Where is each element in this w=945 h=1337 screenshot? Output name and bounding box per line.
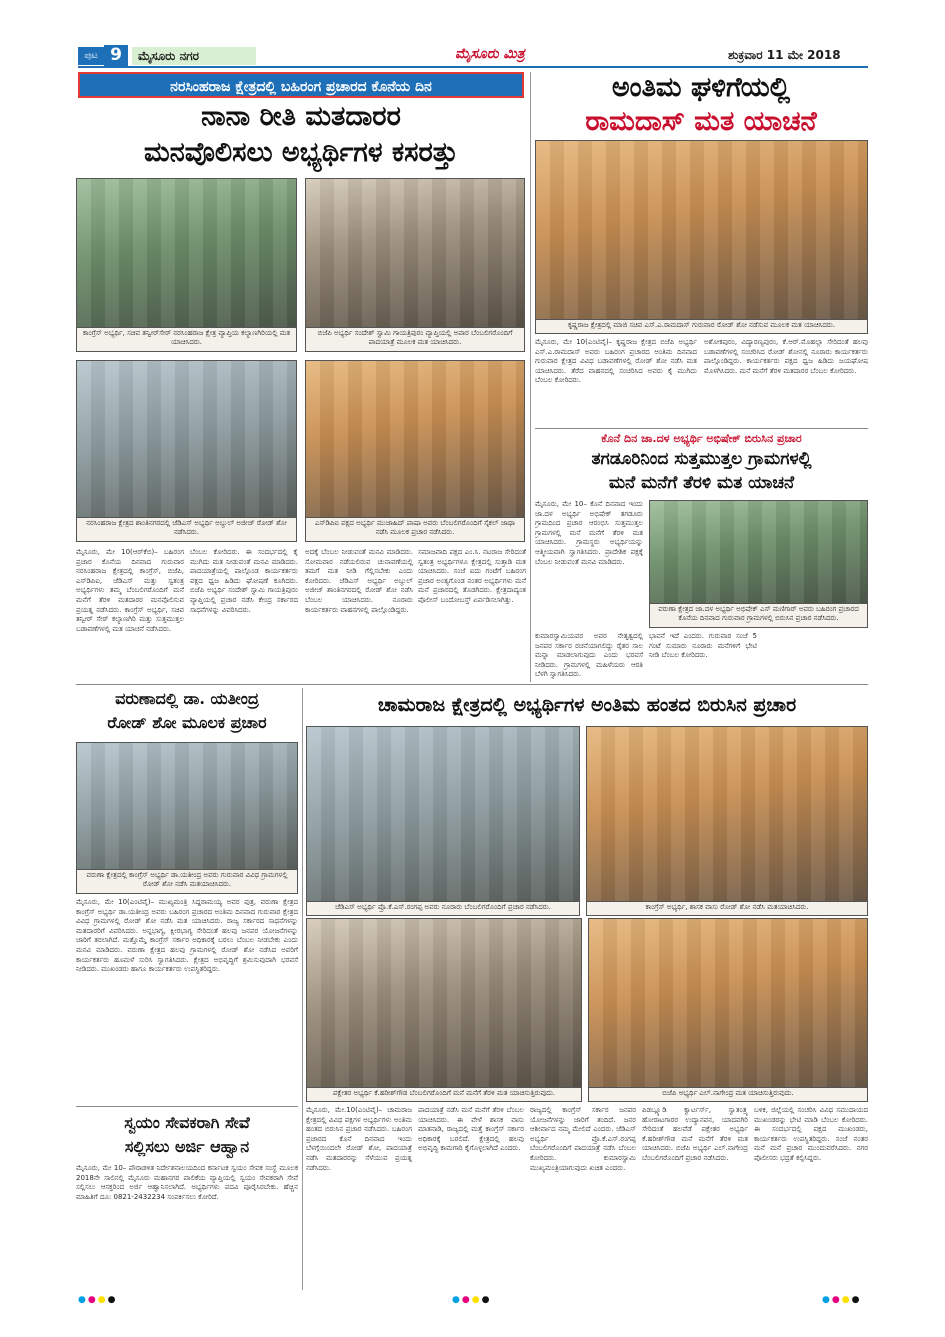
photo-tanveer-sait (76, 178, 297, 328)
caption-sandesh-swamy: ಬಿಜೆಪಿ ಅಭ್ಯರ್ಥಿ ಸಂದೇಶ್ ಸ್ವಾಮಿ ಗಾಯತ್ರಿಪುರಂ ವ್ಯಾಪ್ತಿಯಲ್ಲಿ ಅಪಾರ ಬೆಂಬಲಿಗರೊಂದಿಗೆ ಪಾದಯಾತ್ರೆ ಮೂಲಕ ಮತ ಯಾಚಿಸಿದರು. (305, 328, 525, 352)
lead-body-col3: ಅದಕ್ಕೆ ಬೆಂಬಲ ನೀಡುವಂತೆ ಮನವಿ ಮಾಡಿದರು. ಸೋಮವಾರ ನಡೆಯಲಿರುವ ಚುನಾವಣೆಯಲ್ಲಿ ತಮಗೆ ಮತ ನೀಡಿ ಗೆಲ್ಲಿಸಬೇಕು ಎಂದು ಕೋರಿದರು. ಜೆಡಿಎಸ್ ಅಭ್ಯರ್ಥಿ ಅಬ್ದುಲ್ ಅಜೀಜ್ ಶಾಂತಿನಗರದಲ್ಲಿ ರೋಡ್ ಶೋ ನಡೆಸಿ ಬೆಂಬಲ ಯಾಚಿಸಿದರು. ನೂರಾರು ಕಾರ್ಯಕರ್ತರು ವಾಹನಗಳಲ್ಲಿ ಪಾಲ್ಗೊಂಡಿದ್ದರು. (305, 548, 413, 614)
abhishek-body-col3: ಭಾವನೆ ಇದೆ ಎಂದರು. ಗುರುವಾರ ಸಂಜೆ 5 ಗಂಟೆ ಸುಮಾರು ನೂರಾರು ಮನೆಗಳಿಗೆ ಭೇಟಿ ನೀಡಿ ಬೆಂಬಲ ಕೋರಿದರು. (649, 632, 757, 660)
photo-sandesh-swamy (305, 178, 525, 328)
abhishek-body-col1: ಮೈಸೂರು, ಮೇ 10– ಕೊನೆ ದಿನವಾದ ಇಂದು ಜಾ.ದಳ ಅಭ್ಯರ್ಥಿ ಅಭಿಷೇಕ್ ತಗಡೂರು ಗ್ರಾಮದಿಂದ ಪ್ರಚಾರ ಆರಂಭಿಸಿ ಸುತ್ತಮುತ್ತಲ ಗ್ರಾಮಗಳಲ್ಲಿ ಮನೆ ಮನೆಗೆ ತೆರಳಿ ಮತ ಯಾಚಿಸಿದರು. ಗ್ರಾಮಸ್ಥರು ಅಭ್ಯರ್ಥಿಯನ್ನು ಆತ್ಮೀಯವಾಗಿ ಸ್ವಾಗತಿಸಿದರು. ಪ್ರಾದೇಶಿಕ ಪಕ್ಷಕ್ಕೆ ಬೆಂಬಲ ನೀಡುವಂತೆ ಮನವಿ ಮಾಡಿದರು. (535, 500, 643, 566)
caption-rangappa: ಜೆಡಿಎಸ್ ಅಭ್ಯರ್ಥಿ ಪ್ರೊ.ಕೆ.ಎಸ್.ರಂಗಪ್ಪ ಅವರು ನೂರಾರು ಬೆಂಬಲಿಗರೊಂದಿಗೆ ಪ್ರಚಾರ ನಡೆಸಿದರು. (306, 902, 580, 916)
ramdas-body-col2: ಅಶೋಕಪುರಂ, ವಿದ್ಯಾರಣ್ಯಪುರಂ, ಕೆ.ಆರ್.ಮೊಹಲ್ಲಾ ಸೇರಿದಂತೆ ಹಲವು ಬಡಾವಣೆಗಳಲ್ಲಿ ಸಂಚರಿಸಿದ ರೋಡ್ ಶೋನಲ್ಲಿ ನೂರಾರು ಕಾರ್ಯಕರ್ತರು ಪಾಲ್ಗೊಂಡಿದ್ದರು. ಕಾರ್ಯಕರ್ತರು ಪಕ್ಷದ ಧ್ವಜ ಹಿಡಿದು ಜಯಘೋಷ ಮೊಳಗಿಸಿದರು. ಮನೆ ಮನೆಗೆ ತೆರಳಿ ಮತದಾರರ ಬೆಂಬಲ ಕೋರಿದರು. (704, 338, 868, 375)
photo-sdpi-cycle-rally (305, 360, 525, 518)
chamaraja-body-col2: ಪಾದಯಾತ್ರೆ ನಡೆಸಿ ಮನೆ ಮನೆಗೆ ತೆರಳಿ ಬೆಂಬಲ ಯಾಚಿಸಿದರು. ಈ ವೇಳೆ ಶಾಸಕ ವಾಸು ಮಾತನಾಡಿ, ರಾಜ್ಯದಲ್ಲಿ ಮತ್ತೆ ಕಾಂಗ್ರೆಸ್ ಸರ್ಕಾರ ಅಧಿಕಾರಕ್ಕೆ ಬರಲಿದೆ. ಕ್ಷೇತ್ರದಲ್ಲಿ ಹಲವು ಅಭಿವೃದ್ಧಿ ಕಾಮಗಾರಿ ಕೈಗೊಳ್ಳಲಾಗಿದೆ ಎಂದರು. (418, 1106, 524, 1153)
photo-ramdas-road-show (535, 140, 868, 320)
ramdas-headline-line2: ರಾಮದಾಸ್ ಮತ ಯಾಚನೆ (585, 106, 817, 137)
chamaraja-body-col3: ರಾಜ್ಯದಲ್ಲಿ ಕಾಂಗ್ರೆಸ್ ಸರ್ಕಾರ ಜನಪರ ಯೋಜನೆಗಳನ್ನು ಜಾರಿಗೆ ತಂದಿದೆ. ಜನರ ಆಶೀರ್ವಾದ ನಮ್ಮ ಮೇಲಿದೆ ಎಂದರು. ಜೆಡಿಎಸ್ ಅಭ್ಯರ್ಥಿ ಪ್ರೊ.ಕೆ.ಎಸ್.ರಂಗಪ್ಪ ಬೆಂಬಲಿಗರೊಂದಿಗೆ ಪಾದಯಾತ್ರೆ ನಡೆಸಿ ಬೆಂಬಲ ಕೋರಿದರು. ಕುಮಾರಸ್ವಾಮಿ ಮುಖ್ಯಮಂತ್ರಿಯಾಗುವುದು ಖಚಿತ ಎಂದರು. (530, 1106, 636, 1172)
ramdas-rule (535, 428, 868, 429)
caption-tanveer-sait: ಕಾಂಗ್ರೆಸ್ ಅಭ್ಯರ್ಥಿ, ಸಚಿವ ತನ್ವೀರ್‌ಸೇಠ್ ನರಸಿಂಹರಾಜ ಕ್ಷೇತ್ರ ವ್ಯಾಪ್ತಿಯ ಕಲ್ಯಾಣಗಿರಿಯಲ್ಲಿ ಮತ ಯಾಚಿಸಿದರು. (76, 328, 297, 352)
registration-marks-center: ●●●● (452, 1295, 492, 1305)
chamaraja-body-col5: ಬಳಿಕ, ಜಿಲ್ಲೆಯಲ್ಲಿ ಸಂಚರಿಸಿ ವಿವಿಧ ಸಮುದಾಯದ ಮುಖಂಡರನ್ನು ಭೇಟಿ ಮಾಡಿ ಬೆಂಬಲ ಕೋರಿದರು. ಈ ಸಂದರ್ಭದಲ್ಲಿ ಪಕ್ಷದ ಮುಖಂಡರು, ಕಾರ್ಯಕರ್ತರು ಉಪಸ್ಥಿತರಿದ್ದರು. ಸಂಜೆ ನಂತರ ಮನೆ ಮನೆ ಪ್ರಚಾರ ಮುಂದುವರೆಸಿದರು. ನಗರ ಪೊಲೀಸರು ಭದ್ರತೆ ಕಲ್ಪಿಸಿದ್ದರು. (754, 1106, 868, 1162)
abhishek-headline-line1: ತಗಡೂರಿನಿಂದ ಸುತ್ತಮುತ್ತಲ ಗ್ರಾಮಗಳಲ್ಲಿ (591, 449, 812, 469)
abhishek-kicker: ಕೊನೆ ದಿನ ಜಾ.ದಳ ಅಭ್ಯರ್ಥಿ ಅಭಿಷೇಕ್ ಬಿರುಸಿನ ಪ್ರಚಾರ (601, 432, 802, 445)
photo-abhishek (649, 500, 868, 604)
lead-headline-line1: ನಾನಾ ರೀತಿ ಮತದಾರರ (201, 101, 401, 132)
abhishek-body-col2: ಕುಮಾರಸ್ವಾಮಿಯವರ ಅವರ ನೇತೃತ್ವದಲ್ಲಿ ಜನಪರ ಸರ್ಕಾರ ರಚನೆಯಾಗಲಿದ್ದು ರೈತರ ಸಾಲ ಮನ್ನಾ ಮಾಡಲಾಗುವುದು ಎಂದು ಭರವಸೆ ನೀಡಿದರು. ಗ್ರಾಮಗಳಲ್ಲಿ ಮಹಿಳೆಯರು ಆರತಿ ಬೆಳಗಿ ಸ್ವಾಗತಿಸಿದರು. (535, 632, 643, 679)
masthead: ಮೈಸೂರು ಮಿತ್ರ (455, 46, 525, 62)
caption-harish-gowda: ಪಕ್ಷೇತರ ಅಭ್ಯರ್ಥಿ ಕೆ.ಹರೀಶ್‌ಗೌಡ ಬೆಂಬಲಿಗರೊಂದಿಗೆ ಮನೆ ಮನೆಗೆ ತೆರಳಿ ಮತ ಯಾಚಿಸುತ್ತಿರುವುದು. (306, 1088, 582, 1102)
yathindra-body: ಮೈಸೂರು, ಮೇ 10(ಎಂಟಿವೈ)– ಮುಖ್ಯಮಂತ್ರಿ ಸಿದ್ದರಾಮಯ್ಯ ಅವರ ಪುತ್ರ, ವರುಣಾ ಕ್ಷೇತ್ರದ ಕಾಂಗ್ರೆಸ್ ಅಭ್ಯರ್ಥಿ ಡಾ.ಯತೀಂದ್ರ ಅವರು ಬಹಿರಂಗ ಪ್ರಚಾರದ ಅಂತಿಮ ದಿನವಾದ ಗುರುವಾರ ಕ್ಷೇತ್ರದ ವಿವಿಧ ಗ್ರಾಮಗಳಲ್ಲಿ ರೋಡ್ ಶೋ ನಡೆಸಿ ಮತ ಯಾಚಿಸಿದರು. ರಾಜ್ಯ ಸರ್ಕಾರದ ಸಾಧನೆಗಳನ್ನು ಮತದಾರರಿಗೆ ವಿವರಿಸಿದರು. ಅನ್ನಭಾಗ್ಯ, ಕ್ಷೀರಭಾಗ್ಯ ಸೇರಿದಂತೆ ಹಲವು ಜನಪರ ಯೋಜನೆಗಳನ್ನು ಜಾರಿಗೆ ತರಲಾಗಿದೆ. ಮತ್ತೊಮ್ಮೆ ಕಾಂಗ್ರೆಸ್ ಸರ್ಕಾರ ಅಧಿಕಾರಕ್ಕೆ ಬರಲು ಬೆಂಬಲ ನೀಡಬೇಕು ಎಂದು ಮನವಿ ಮಾಡಿದರು. ವರುಣಾ ಕ್ಷೇತ್ರದ ಹಲವು ಗ್ರಾಮಗಳಲ್ಲಿ ರೋಡ್ ಶೋ ನಡೆಸಿದ ಅವರಿಗೆ ಕಾರ್ಯಕರ್ತರು ಹೂಮಳೆ ಸುರಿಸಿ ಸ್ವಾಗತಿಸಿದರು. ಕ್ಷೇತ್ರದ ಅಭಿವೃದ್ಧಿಗೆ ಶ್ರಮಿಸುವುದಾಗಿ ಭರವಸೆ ನೀಡಿದರು. ಮುಖಂಡರು ಹಾಗೂ ಕಾರ್ಯಕರ್ತರು ಉಪಸ್ಥಿತರಿದ್ದರು. (76, 898, 298, 974)
photo-harish-gowda (306, 918, 582, 1088)
caption-vasu: ಕಾಂಗ್ರೆಸ್ ಅಭ್ಯರ್ಥಿ, ಶಾಸಕ ವಾಸು ರೋಡ್ ಶೋ ನಡೆಸಿ ಮತಯಾಚಿಸಿದರು. (586, 902, 868, 916)
caption-jds-road-show: ನರಸಿಂಹರಾಜ ಕ್ಷೇತ್ರದ ಶಾಂತಿನಗರದಲ್ಲಿ ಜೆಡಿಎಸ್ ಅಭ್ಯರ್ಥಿ ಅಬ್ದುಲ್ ಅಜೀಜ್ ರೋಡ್ ಶೋ ನಡೆಸಿದರು. (76, 518, 297, 542)
caption-sdpi-cycle-rally: ಎಸ್‌ಡಿಪಿಐ ಪಕ್ಷದ ಅಭ್ಯರ್ಥಿ ಮುಜಾಹಿದ್ ಪಾಷಾ ಅವರು ಬೆಂಬಲಿಗರೊಂದಿಗೆ ಸೈಕಲ್ ಜಾಥಾ ನಡೆಸಿ ಮೂಲಕ ಪ್ರಚಾರ ನಡೆಸಿದರು. (305, 518, 525, 542)
caption-abhishek: ವರುಣಾ ಕ್ಷೇತ್ರದ ಜಾ.ದಳ ಅಭ್ಯರ್ಥಿ ಅಭಿಷೇಕ್ ಎಸ್ ಮಣಿಗಾರ್ ಅವರು ಬಹಿರಂಗ ಪ್ರಚಾರದ ಕೊನೆಯ ದಿನವಾದ ಗುರುವಾರ ಗ್ರಾಮಗಳಲ್ಲಿ ಬಿರುಸಿನ ಪ್ರಚಾರ ನಡೆಸಿದರು. (649, 604, 868, 628)
volunteer-body: ಮೈಸೂರು, ಮೇ 10– ಪೌರಾಡಳಿತ ನಿರ್ದೇಶನಾಲಯದಿಂದ ಕರ್ನಾಟಕ ಸ್ವಯಂ ಸೇವಕ ಸಂಸ್ಥೆ ಮೂಲಕ 2018ನೇ ಸಾಲಿನಲ್ಲಿ ಮೈಸೂರು ಮಹಾನಗರ ಪಾಲಿಕೆಯ ವ್ಯಾಪ್ತಿಯಲ್ಲಿ ಸ್ವಯಂ ಸೇವಕರಾಗಿ ಸೇವೆ ಸಲ್ಲಿಸಲು ಆಸಕ್ತರಿಂದ ಅರ್ಜಿ ಆಹ್ವಾನಿಸಲಾಗಿದೆ. ಅಭ್ಯರ್ಥಿಗಳು ಪದವಿ ಪೂರೈಸಿರಬೇಕು. ಹೆಚ್ಚಿನ ಮಾಹಿತಿಗೆ ದೂ: 0821-2432234 ಸಂಪರ್ಕಿಸಲು ಕೋರಿದೆ. (76, 1164, 298, 1201)
chamaraja-body-col4: ಪಿಡಬ್ಲ್ಯೂಡಿ ಕ್ವಾರ್ಟರ್ಸ್, ಸ್ವಾತಂತ್ರ್ಯ ಹೋರಾಟಗಾರರ ಉದ್ಯಾನವನ, ಯಾದವಗಿರಿ ಸೇರಿದಂತೆ ಹಲವೆಡೆ ಪಕ್ಷೇತರ ಅಭ್ಯರ್ಥಿ ಕೆ.ಹರೀಶ್‌ಗೌಡ ಮನೆ ಮನೆಗೆ ತೆರಳಿ ಮತ ಯಾಚಿಸಿದರು. ಬಿಜೆಪಿ ಅಭ್ಯರ್ಥಿ ಎಲ್.ನಾಗೇಂದ್ರ ಬೆಂಬಲಿಗರೊಂದಿಗೆ ಪ್ರಚಾರ ನಡೆಸಿದರು. (642, 1106, 748, 1162)
photo-nagendra (588, 918, 868, 1088)
chamaraja-headline: ಚಾಮರಾಜ ಕ್ಷೇತ್ರದಲ್ಲಿ ಅಭ್ಯರ್ಥಿಗಳ ಅಂತಿಮ ಹಂತದ ಬಿರುಸಿನ ಪ್ರಚಾರ (377, 694, 797, 716)
yathindra-headline-line1: ವರುಣಾದಲ್ಲಿ ಡಾ. ಯತೀಂದ್ರ (115, 689, 259, 708)
dateline: ಶುಕ್ರವಾರ 11 ಮೇ 2018 (728, 48, 841, 62)
lead-kicker: ನರಸಿಂಹರಾಜ ಕ್ಷೇತ್ರದಲ್ಲಿ ಬಹಿರಂಗ ಪ್ರಚಾರದ ಕೊನೆಯ ದಿನ (78, 72, 524, 98)
volunteer-headline-line2: ಸಲ್ಲಿಸಲು ಅರ್ಜಿ ಆಹ್ವಾನ (124, 1137, 250, 1156)
section-title: ಮೈಸೂರು ನಗರ (132, 47, 256, 65)
abhishek-headline-line2: ಮನೆ ಮನೆಗೆ ತೆರಳಿ ಮತ ಯಾಚನೆ (608, 473, 795, 493)
photo-yathindra (76, 742, 298, 870)
caption-ramdas: ಕೃಷ್ಣರಾಜ ಕ್ಷೇತ್ರದಲ್ಲಿ ಮಾಜಿ ಸಚಿವ ಎಸ್.ಎ.ರಾಮದಾಸ್ ಗುರುವಾರ ರೋಡ್ ಶೋ ನಡೆಸುವ ಮೂಲಕ ಮತ ಯಾಚಿಸಿದರು. (535, 320, 868, 334)
caption-yathindra: ವರುಣಾ ಕ್ಷೇತ್ರದಲ್ಲಿ ಕಾಂಗ್ರೆಸ್ ಅಭ್ಯರ್ಥಿ ಡಾ.ಯತೀಂದ್ರ ಅವರು ಗುರುವಾರ ವಿವಿಧ ಗ್ರಾಮಗಳಲ್ಲಿ ರೋಡ್ ಶೋ ನಡೆಸಿ ಮತಯಾಚಿಸಿದರು. (76, 870, 298, 894)
registration-marks-left: ●●●● (78, 1295, 118, 1305)
page-number: 9 (104, 45, 128, 66)
column-divider-2 (302, 688, 303, 1290)
ramdas-body-col1: ಮೈಸೂರು, ಮೇ 10(ಎಂಟಿವೈ)– ಕೃಷ್ಣರಾಜ ಕ್ಷೇತ್ರದ ಬಿಜೆಪಿ ಅಭ್ಯರ್ಥಿ ಎಸ್.ಎ.ರಾಮದಾಸ್ ಅವರು ಬಹಿರಂಗ ಪ್ರಚಾರದ ಅಂತಿಮ ದಿನವಾದ ಗುರುವಾರ ಕ್ಷೇತ್ರದ ವಿವಿಧ ಬಡಾವಣೆಗಳಲ್ಲಿ ರೋಡ್ ಶೋ ನಡೆಸಿ ಮತ ಯಾಚಿಸಿದರು. ತೆರೆದ ವಾಹನದಲ್ಲಿ ಸಂಚರಿಸಿದ ಅವರು ಕೈ ಮುಗಿದು ಬೆಂಬಲ ಕೋರಿದರು. (535, 338, 697, 385)
volunteer-headline-line1: ಸ್ವಯಂ ಸೇವಕರಾಗಿ ಸೇವೆ (124, 1113, 250, 1132)
photo-jds-road-show (76, 360, 297, 518)
photo-vasu (586, 726, 868, 902)
chamaraja-body-col1: ಮೈಸೂರು, ಮೇ.10(ಎಂಟಿವೈ)– ಚಾಮರಾಜ ಕ್ಷೇತ್ರದಲ್ಲಿ ವಿವಿಧ ಪಕ್ಷಗಳ ಅಭ್ಯರ್ಥಿಗಳು ಅಂತಿಮ ಹಂತದ ಬಿರುಸಿನ ಪ್ರಚಾರ ನಡೆಸಿದರು. ಬಹಿರಂಗ ಪ್ರಚಾರದ ಕೊನೆ ದಿನವಾದ ಇಂದು ಬೆಳಗ್ಗೆಯಿಂದಲೇ ರೋಡ್ ಶೋ, ಪಾದಯಾತ್ರೆ ನಡೆಸಿ ಮತದಾರರನ್ನು ಸೆಳೆಯುವ ಪ್ರಯತ್ನ ನಡೆಸಿದರು. (306, 1106, 412, 1172)
volunteer-rule (76, 1106, 298, 1107)
middle-rule (76, 684, 868, 685)
ramdas-headline-line1: ಅಂತಿಮ ಘಳಿಗೆಯಲ್ಲಿ (611, 72, 791, 103)
caption-nagendra: ಬಿಜೆಪಿ ಅಭ್ಯರ್ಥಿ ಎಲ್.ನಾಗೇಂದ್ರ ಮತ ಯಾಚಿಸುತ್ತಿರುವುದು. (588, 1088, 868, 1102)
lead-body-col1: ಮೈಸೂರು, ಮೇ 10(ಆರ್‌ಕೆಬಿ)– ಬಹಿರಂಗ ಪ್ರಚಾರ ಕೊನೆಯ ದಿನವಾದ ಗುರುವಾರ ನರಸಿಂಹರಾಜ ಕ್ಷೇತ್ರದಲ್ಲಿ ಕಾಂಗ್ರೆಸ್, ಬಿಜೆಪಿ, ಎಸ್‌ಡಿಪಿಐ, ಜೆಡಿಎಸ್ ಮತ್ತು ಸ್ವತಂತ್ರ ಅಭ್ಯರ್ಥಿಗಳು ತಮ್ಮ ಬೆಂಬಲಿಗರೊಂದಿಗೆ ಮನೆ ಮನೆಗೆ ತೆರಳಿ ಮತದಾರರ ಮನವೊಲಿಸುವ ಪ್ರಯತ್ನ ನಡೆಸಿದರು. ಕಾಂಗ್ರೆಸ್ ಅಭ್ಯರ್ಥಿ, ಸಚಿವ ತನ್ವೀರ್ ಸೇಠ್ ಕಲ್ಯಾಣಗಿರಿ ಮತ್ತು ಸುತ್ತಮುತ್ತಲ ಬಡಾವಣೆಗಳಲ್ಲಿ ಮತ ಯಾಚನೆ ನಡೆಸಿದರು. (76, 548, 184, 633)
lead-headline-line2: ಮನವೊಲಿಸಲು ಅಭ್ಯರ್ಥಿಗಳ ಕಸರತ್ತು (144, 137, 458, 168)
page-label: ಪುಟ (78, 47, 104, 65)
lead-body-col2: ಬೆಂಬಲ ಕೋರಿದರು. ಈ ಸಂದರ್ಭದಲ್ಲಿ ಕೈ ಮುಗಿದು ಮತ ನೀಡುವಂತೆ ಮನವಿ ಮಾಡಿದರು. ಪಾದಯಾತ್ರೆಯಲ್ಲಿ ಪಾಲ್ಗೊಂಡ ಕಾರ್ಯಕರ್ತರು ಪಕ್ಷದ ಧ್ವಜ ಹಿಡಿದು ಘೋಷಣೆ ಕೂಗಿದರು. ಬಿಜೆಪಿ ಅಭ್ಯರ್ಥಿ ಸಂದೇಶ್ ಸ್ವಾಮಿ ಗಾಯತ್ರಿಪುರಂ ವ್ಯಾಪ್ತಿಯಲ್ಲಿ ಪ್ರಚಾರ ನಡೆಸಿ ಕೇಂದ್ರ ಸರ್ಕಾರದ ಸಾಧನೆಗಳನ್ನು ವಿವರಿಸಿದರು. (190, 548, 298, 614)
registration-marks-right: ●●●● (822, 1295, 862, 1305)
photo-rangappa (306, 726, 580, 902)
yathindra-headline-line2: ರೋಡ್ ಶೋ ಮೂಲಕ ಪ್ರಚಾರ (107, 713, 267, 732)
column-divider (530, 72, 531, 682)
lead-body-col4: ಸಮಾಜವಾದಿ ಪಕ್ಷದ ಎಂ.ಸಿ. ನಟರಾಜ ಸೇರಿದಂತೆ ಸ್ವತಂತ್ರ ಅಭ್ಯರ್ಥಿಗಳೂ ಕ್ಷೇತ್ರದಲ್ಲಿ ಸುತ್ತಾಡಿ ಮತ ಯಾಚಿಸಿದರು. ಸಂಜೆ ಐದು ಗಂಟೆಗೆ ಬಹಿರಂಗ ಪ್ರಚಾರ ಅಂತ್ಯಗೊಂಡ ನಂತರ ಅಭ್ಯರ್ಥಿಗಳು ಮನೆ ಮನೆ ಪ್ರಚಾರದಲ್ಲಿ ತೊಡಗಿದರು. ಕ್ಷೇತ್ರದಾದ್ಯಂತ ಪೊಲೀಸ್ ಬಂದೋಬಸ್ತ್ ಏರ್ಪಡಿಸಲಾಗಿತ್ತು. (418, 548, 526, 604)
